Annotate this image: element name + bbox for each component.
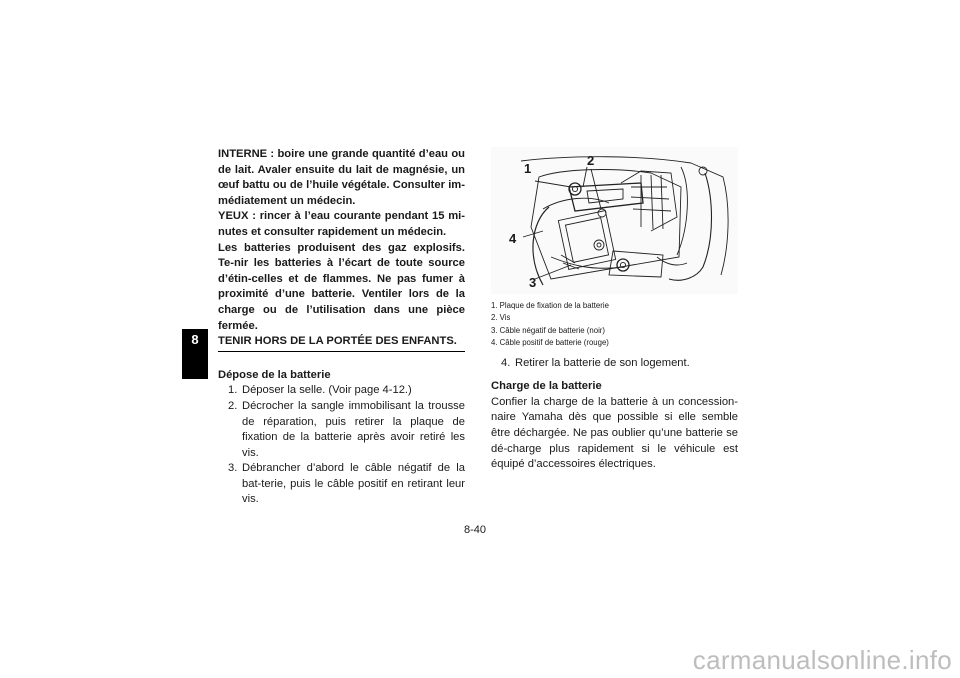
page-number: 8-40: [464, 524, 487, 536]
warning-internal: INTERNE : boire une grande quantité d’eau ou de lait. Avaler ensuite du lait de magnésie, un œuf battu ou de l’huile végétale. Consulter im-médiatement un médecin.: [218, 148, 465, 207]
caption-3: 3. Câble négatif de batterie (noir): [491, 325, 605, 335]
step-text: Retirer la batterie de son logement.: [515, 356, 690, 369]
list-item: [491, 356, 738, 372]
figure-captions: [491, 300, 738, 350]
charge-paragraph: Confier la charge de la batterie à un concession-naire Yamaha dès que possible si elle semble être déchargée. Ne pas oublier qu’une batterie se dé-charge plus rapidement si le véhicule est équipé d’accessoires électriques.: [491, 395, 738, 471]
watermark: carmanualsonline.info: [692, 645, 952, 675]
right-column: [491, 147, 738, 473]
charge-heading: Charge de la batterie: [491, 380, 602, 393]
warning-children: TENIR HORS DE LA PORTÉE DES ENFANTS.: [218, 334, 465, 352]
list-item: [218, 399, 465, 461]
warning-gases: Les batteries produisent des gaz explosifs. Te-nir les batteries à l’écart de toute source d’étin-celles et de flammes. Ne pas fumer à proximité d’une batterie. Ventiler lors de la charge ou de l’utilisation dans une pièce fermée.: [218, 241, 465, 332]
removal-steps-continued: [491, 356, 738, 372]
callout-2: 2: [587, 153, 595, 168]
step-number: 3.: [228, 462, 238, 475]
warning-block: [218, 147, 465, 352]
caption-4: 4. Câble positif de batterie (rouge): [491, 338, 609, 348]
step-text: Décrocher la sangle immobilisant la trousse de réparation, puis retirer la plaque de fixation de la batterie après avoir retiré les vis.: [242, 399, 465, 459]
removal-steps: [218, 383, 465, 508]
callout-4: 4: [509, 231, 517, 246]
removal-heading: Dépose de la batterie: [218, 368, 331, 381]
step-number: 1.: [228, 384, 238, 397]
callout-1: 1: [524, 161, 532, 176]
step-text: Débrancher d’abord le câble négatif de la bat-terie, puis le câble positif en retirant leur vis.: [242, 462, 465, 506]
list-item: [218, 461, 465, 508]
battery-illustration: [491, 147, 738, 294]
step-text: Déposer la selle. (Voir page 4-12.): [242, 384, 412, 397]
warning-eyes: YEUX : rincer à l’eau courante pendant 15 mi-nutes et consulter rapidement un médecin.: [218, 210, 465, 238]
caption-2: 2. Vis: [491, 313, 511, 323]
section-tab: 8: [182, 329, 208, 379]
caption-1: 1. Plaque de fixation de la batterie: [491, 301, 609, 310]
list-item: [218, 383, 465, 399]
left-column: [218, 147, 465, 508]
step-number: 2.: [228, 399, 238, 412]
callout-3: 3: [529, 275, 537, 290]
step-number: 4.: [501, 356, 511, 369]
